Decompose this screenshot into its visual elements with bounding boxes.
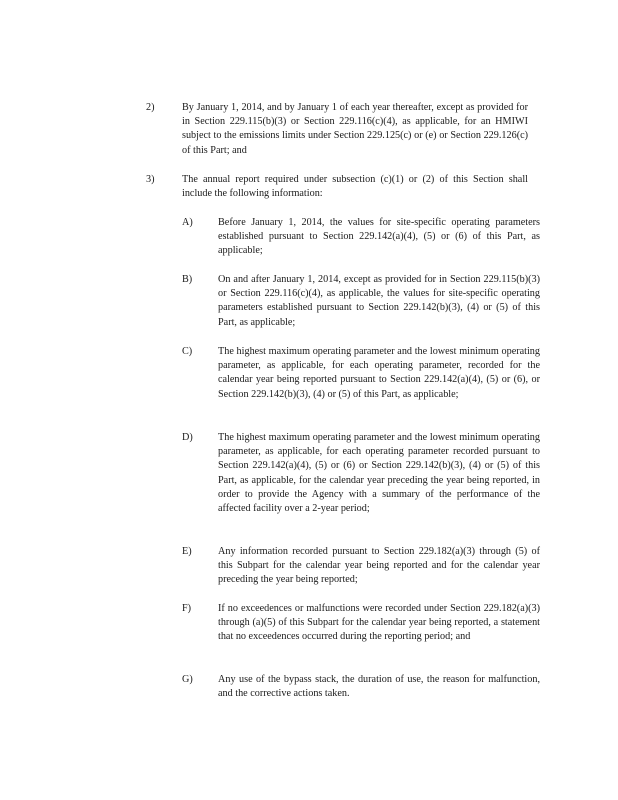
sub-item-text: On and after January 1, 2014, except as provided for in Section 229.115(b)(3) or Section 229.116(c)(4), as applicable, the values for site-specific operating parameters established pursuant to Section 229.142(b)(3), (4) or (5) of this Part, as applicable; bbox=[218, 274, 540, 328]
sub-item-letter: B) bbox=[182, 274, 193, 285]
sub-item-text: Any information recorded pursuant to Section 229.182(a)(3) through (5) of this Subpart for the calendar year being reported and for the calendar year preceding the year being reported; bbox=[218, 546, 540, 586]
item-number: 2) bbox=[146, 102, 155, 113]
sub-item-letter: G) bbox=[182, 674, 193, 685]
item-text: By January 1, 2014, and by January 1 of each year thereafter, except as provided for in Section 229.115(b)(3) or Section 229.116(c)(4), as applicable, for an HMIWI subject to the emissions limits under Section 229.125(c) or (e) or Section 229.126(c) of this Part; and bbox=[182, 102, 528, 156]
sub-item-text: If no exceedences or malfunctions were recorded under Section 229.182(a)(3) through (a)(5) of this Subpart for the calendar year being reported, a statement that no exceedences occurred during the reporting period; and bbox=[218, 603, 540, 643]
sub-item-letter: D) bbox=[182, 432, 193, 443]
sub-item-letter: E) bbox=[182, 546, 192, 557]
sub-item-letter: C) bbox=[182, 346, 193, 357]
sub-item-letter: A) bbox=[182, 217, 193, 228]
sub-item-text: The highest maximum operating parameter and the lowest minimum operating parameter, as applicable, for each operating parameter, recorded for the calendar year being reported pursuant to Section 229.142(a)(4), (5) or (6), or Section 229.142(b)(3), (4) or (5) of this Part, as applicable; bbox=[218, 346, 540, 400]
sub-item-letter: F) bbox=[182, 603, 192, 614]
item-text: The annual report required under subsection (c)(1) or (2) of this Section shall include the following information: bbox=[182, 174, 528, 200]
sub-item-text: The highest maximum operating parameter and the lowest minimum operating parameter, as applicable, for each operating parameter recorded pursuant to Section 229.142(a)(4), (5) or (6) or Section 229.142(b)(3), (4) or (5) of this Part, as applicable, for the calendar year preceding the year being reported, in order to provide the Agency with a summary of the performance of the affected facility over a 2-year period; bbox=[218, 432, 540, 515]
sub-item-text: Any use of the bypass stack, the duration of use, the reason for malfunction, and the corrective actions taken. bbox=[218, 674, 540, 700]
item-number: 3) bbox=[146, 174, 155, 185]
sub-item-text: Before January 1, 2014, the values for site-specific operating parameters established pursuant to Section 229.142(a)(4), (5) or (6) of this Part, as applicable; bbox=[218, 217, 540, 257]
